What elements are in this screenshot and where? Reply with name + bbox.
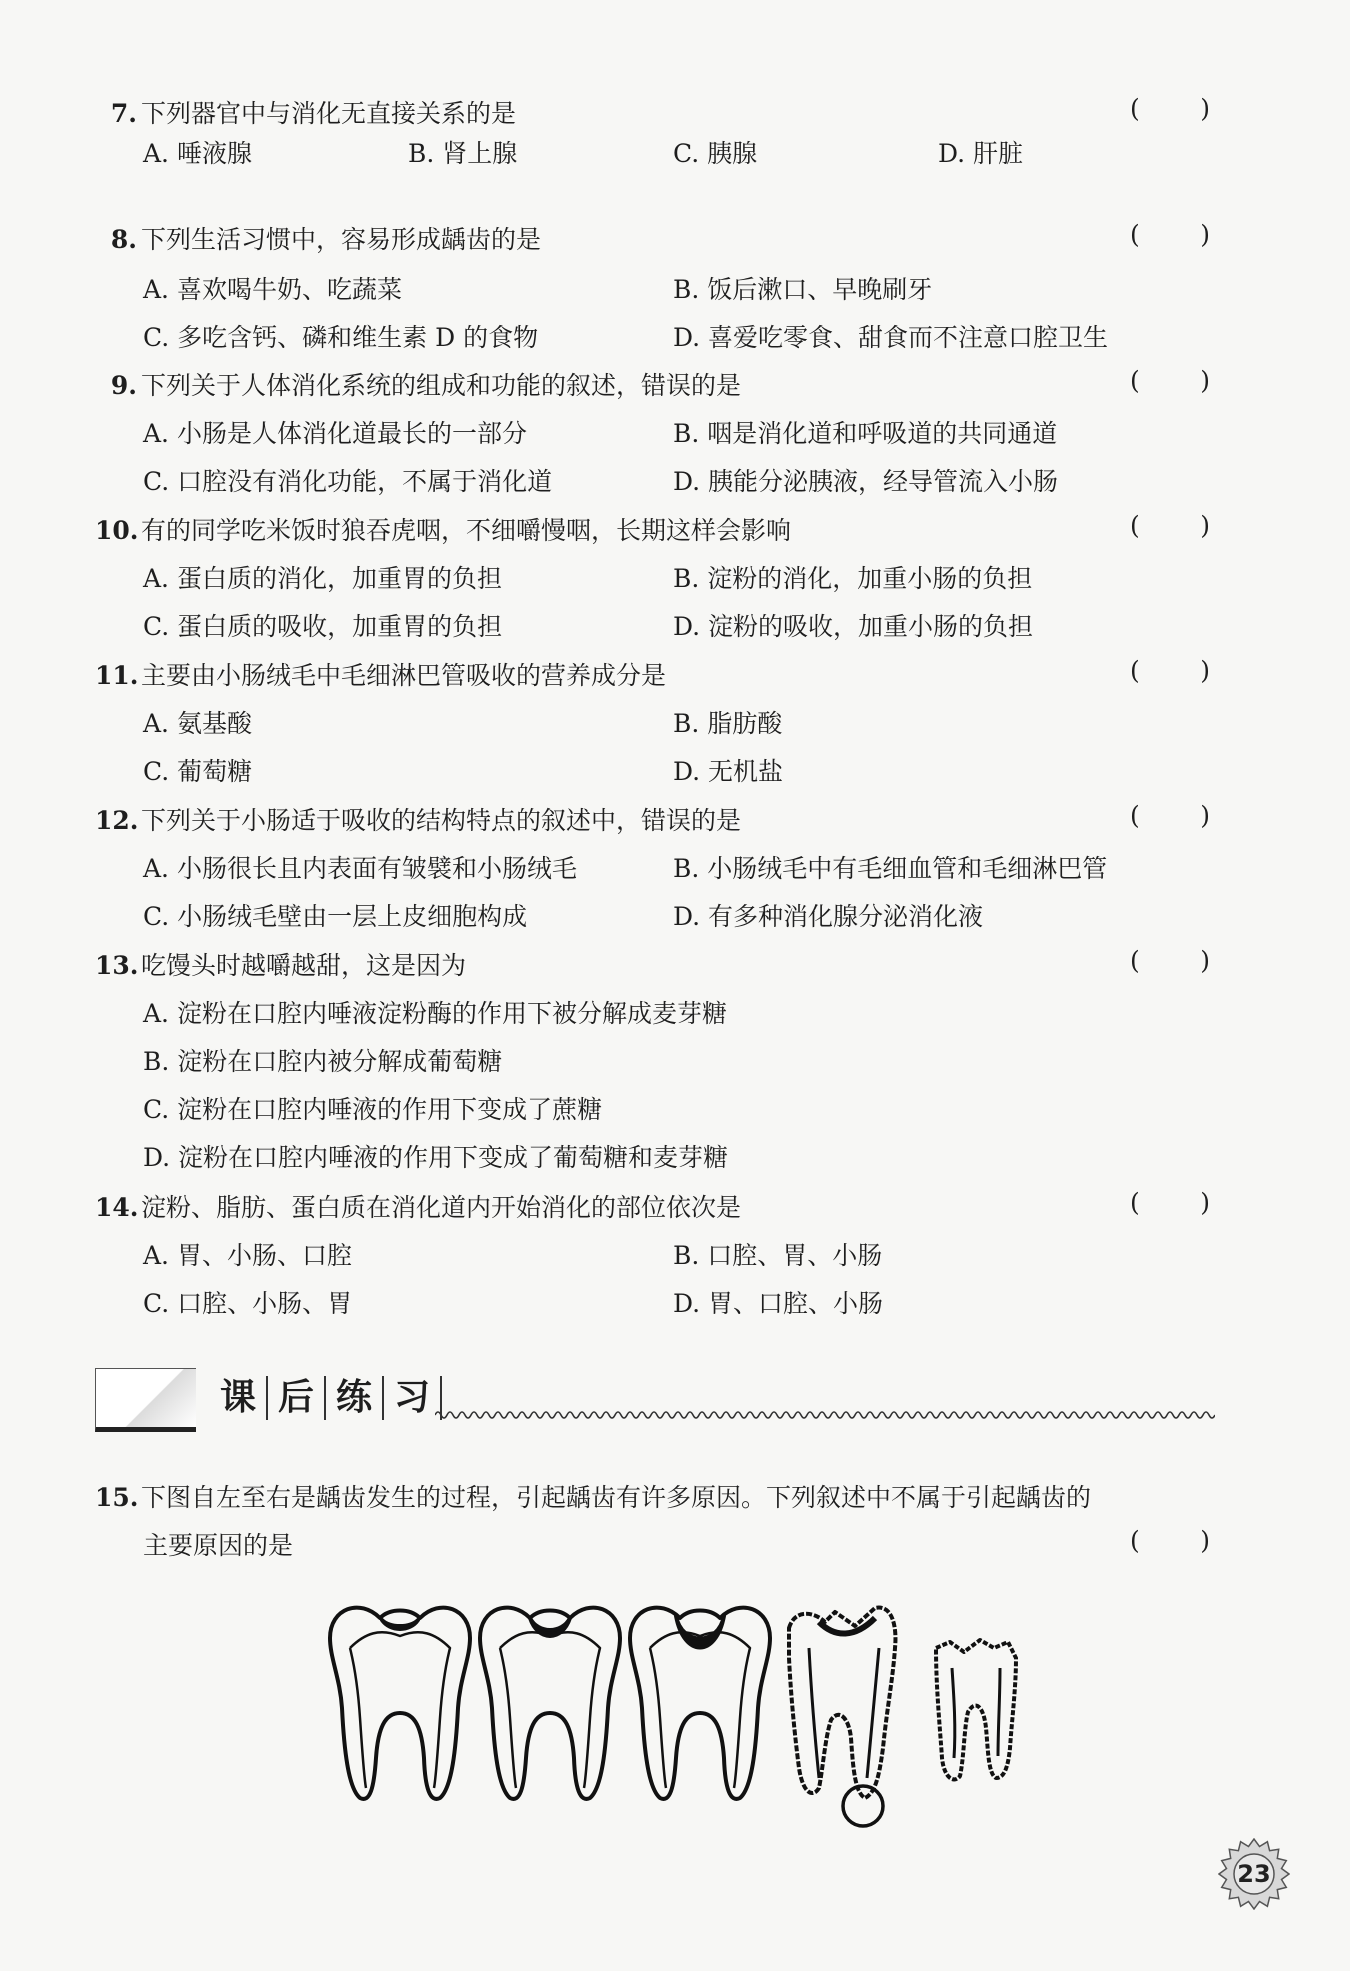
paren-open: ( [1130,946,1140,975]
option-a[interactable]: A. 小肠是人体消化道最长的一部分 [143,419,527,448]
option-d[interactable]: D. 有多种消化腺分泌消化液 [673,902,984,931]
question-number: 12. [95,806,139,835]
question-number: 14. [95,1193,139,1222]
option-a[interactable]: A. 蛋白质的消化，加重胃的负担 [143,564,502,593]
option-a[interactable]: A. 氨基酸 [143,709,252,738]
tooth-stage-2 [480,1608,620,1799]
answer-paren[interactable] [1130,511,1210,540]
answer-paren[interactable] [1130,220,1210,249]
paren-open: ( [1130,511,1140,540]
option-c[interactable]: C. 口腔、小肠、胃 [143,1289,353,1318]
option-d[interactable]: D. 淀粉在口腔内唾液的作用下变成了葡萄糖和麦芽糖 [143,1143,729,1172]
wavy-divider [435,1408,1215,1422]
answer-paren[interactable] [1130,1188,1210,1217]
option-b[interactable]: B. 小肠绒毛中有毛细血管和毛细淋巴管 [673,854,1108,883]
option-d[interactable]: D. 胰能分泌胰液，经导管流入小肠 [673,467,1059,496]
option-b[interactable]: B. 淀粉的消化，加重小肠的负担 [673,564,1033,593]
option-b[interactable]: B. 脂肪酸 [673,709,783,738]
question-12 [95,801,1215,841]
question-stem: 吃馒头时越嚼越甜，这是因为 [141,951,467,980]
option-a[interactable]: A. 喜欢喝牛奶、吃蔬菜 [143,275,402,304]
paren-open: ( [1130,220,1140,249]
option-d[interactable]: D. 无机盐 [673,757,784,786]
option-d[interactable]: D. 胃、口腔、小肠 [673,1289,884,1318]
question-number: 10. [95,516,139,545]
answer-paren[interactable] [1130,1526,1210,1555]
option-a[interactable]: A. 胃、小肠、口腔 [143,1241,352,1270]
question-stem: 主要由小肠绒毛中毛细淋巴管吸收的营养成分是 [141,661,667,690]
section-title [210,1376,442,1420]
option-b[interactable]: B. 淀粉在口腔内被分解成葡萄糖 [143,1047,503,1076]
option-b[interactable]: B. 咽是消化道和呼吸道的共同通道 [673,419,1058,448]
paren-open: ( [1130,1188,1140,1217]
option-b[interactable]: B. 饭后漱口、早晚刷牙 [673,275,933,304]
paren-close: ) [1200,946,1210,975]
section-char: 习 [384,1376,442,1420]
paren-close: ) [1200,801,1210,830]
question-stem: 下列关于小肠适于吸收的结构特点的叙述中，错误的是 [141,806,742,835]
paren-close: ) [1200,511,1210,540]
question-number: 13. [95,951,139,980]
question-13 [95,946,1215,986]
section-char: 后 [268,1376,326,1420]
question-stem-line1: 下图自左至右是龋齿发生的过程，引起龋齿有许多原因。下列叙述中不属于引起龋齿的 [141,1483,1092,1512]
paren-open: ( [1130,1526,1140,1555]
tooth-decay-figure [320,1598,1040,1838]
paren-close: ) [1200,220,1210,249]
paren-close: ) [1200,656,1210,685]
question-14 [95,1188,1215,1228]
paren-close: ) [1200,366,1210,395]
question-number: 15. [95,1483,139,1512]
option-a[interactable]: A. 小肠很长且内表面有皱襞和小肠绒毛 [143,854,577,883]
answer-paren[interactable] [1130,656,1210,685]
section-char: 课 [210,1376,268,1420]
option-c[interactable]: C. 蛋白质的吸收，加重胃的负担 [143,612,503,641]
option-d[interactable]: D. 喜爱吃零食、甜食而不注意口腔卫生 [673,323,1109,352]
tooth-stage-5 [936,1640,1016,1779]
option-c[interactable]: C. 口腔没有消化功能，不属于消化道 [143,467,553,496]
section-flag-icon [95,1368,196,1432]
answer-paren[interactable] [1130,366,1210,395]
question-number: 9. [110,371,137,400]
paren-open: ( [1130,94,1140,123]
answer-paren[interactable] [1130,946,1210,975]
option-d[interactable]: D. 肝脏 [938,139,1024,168]
paren-open: ( [1130,656,1140,685]
tooth-stage-3 [630,1608,770,1799]
question-15 [95,1478,1215,1518]
question-stem: 有的同学吃米饭时狼吞虎咽，不细嚼慢咽，长期这样会影响 [141,516,792,545]
option-a[interactable]: A. 唾液腺 [143,139,252,168]
question-stem: 下列生活习惯中，容易形成龋齿的是 [141,225,542,254]
paren-close: ) [1200,1526,1210,1555]
option-b[interactable]: B. 口腔、胃、小肠 [673,1241,883,1270]
section-char: 练 [326,1376,384,1420]
option-b[interactable]: B. 肾上腺 [408,139,518,168]
option-c[interactable]: C. 多吃含钙、磷和维生素 D 的食物 [143,323,539,352]
question-stem-line2: 主要原因的是 [143,1531,294,1560]
question-stem: 下列关于人体消化系统的组成和功能的叙述，错误的是 [141,371,742,400]
tooth-stage-1 [330,1608,470,1799]
option-c[interactable]: C. 葡萄糖 [143,757,253,786]
question-number: 11. [95,661,139,690]
paren-open: ( [1130,366,1140,395]
question-7 [95,94,1215,134]
option-c[interactable]: C. 小肠绒毛壁由一层上皮细胞构成 [143,902,528,931]
question-15-line2 [143,1526,1043,1566]
question-number: 7. [110,99,137,128]
question-8 [95,220,1215,260]
answer-paren[interactable] [1130,94,1210,123]
paren-open: ( [1130,801,1140,830]
question-stem: 淀粉、脂肪、蛋白质在消化道内开始消化的部位依次是 [141,1193,742,1222]
option-c[interactable]: C. 胰腺 [673,139,758,168]
page-number-badge [1218,1838,1290,1910]
tooth-stage-4 [789,1608,895,1826]
page-number: 23 [1237,1860,1271,1888]
paren-close: ) [1200,1188,1210,1217]
option-a[interactable]: A. 淀粉在口腔内唾液淀粉酶的作用下被分解成麦芽糖 [143,999,727,1028]
question-10 [95,511,1215,551]
question-stem: 下列器官中与消化无直接关系的是 [141,99,517,128]
option-c[interactable]: C. 淀粉在口腔内唾液的作用下变成了蔗糖 [143,1095,603,1124]
answer-paren[interactable] [1130,801,1210,830]
question-11 [95,656,1215,696]
paren-close: ) [1200,94,1210,123]
question-9 [95,366,1215,406]
section-header [95,1368,1215,1432]
question-number: 8. [110,225,137,254]
option-d[interactable]: D. 淀粉的吸收，加重小肠的负担 [673,612,1034,641]
